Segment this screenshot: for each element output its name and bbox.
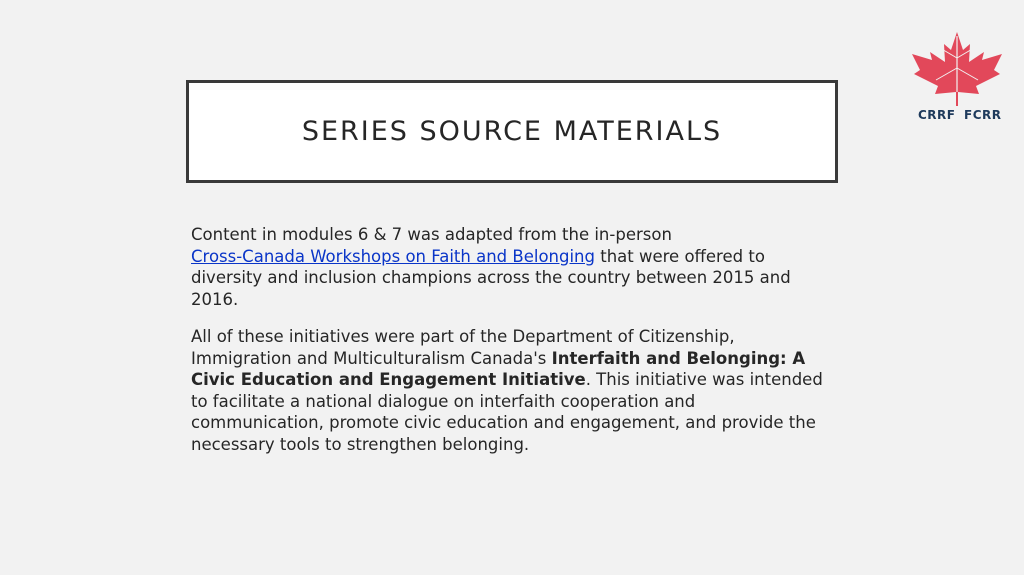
paragraph-1-rest: that were offered to diversity and inclusion champions across the country between 2015 and 2016.: [191, 246, 791, 309]
title-box: [186, 80, 838, 183]
logo-right-text: FCRR: [964, 108, 1002, 122]
initiative-name: Interfaith and Belonging: A Civic Education and Engagement Initiative: [191, 348, 806, 389]
page-title: SERIES SOURCE MATERIALS: [301, 116, 723, 147]
paragraph-2: [191, 326, 831, 455]
paragraph-1-intro: Content in modules 6 & 7 was adapted from the in-person: [191, 225, 672, 244]
paragraph-2-start: All of these initiatives were part of the Department of Citizenship, Immigration and Multiculturalism Canada's: [191, 327, 735, 368]
logo-left-text: CRRF: [918, 108, 956, 122]
workshops-link[interactable]: Cross-Canada Workshops on Faith and Belonging: [191, 246, 595, 266]
maple-leaf-icon: [906, 28, 1008, 108]
paragraph-2-end: . This initiative was intended to facilitate a national dialogue on interfaith cooperation and communication, promote civic education and engagement, and provide the necessary tools to strengthen belonging.: [191, 370, 823, 454]
main-content: [191, 224, 831, 471]
paragraph-1: [191, 224, 831, 310]
crrf-logo: [906, 28, 1008, 124]
